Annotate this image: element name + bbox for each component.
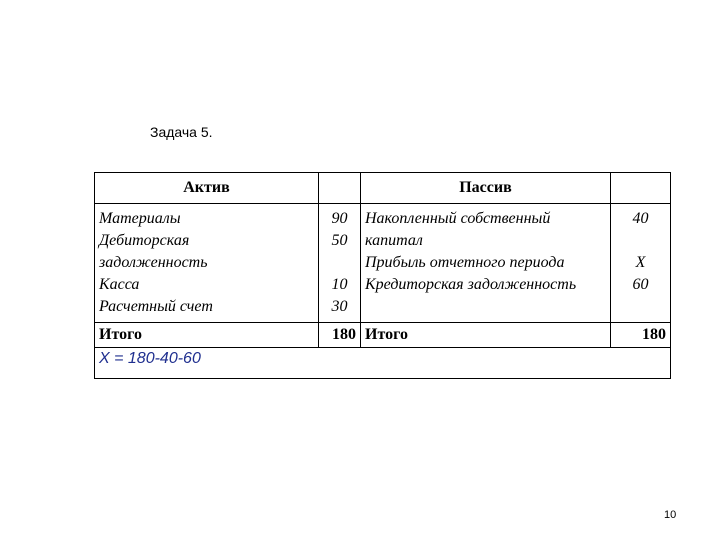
- liability-values: [611, 204, 671, 323]
- total-value-right: 180: [611, 323, 671, 348]
- formula-row: [95, 348, 671, 379]
- liability-value: 40: [632, 210, 649, 227]
- liability-item: Накопленный собственный: [365, 210, 551, 227]
- liability-item: капитал: [365, 232, 423, 249]
- asset-item: Касса: [99, 276, 140, 293]
- assets-value-header: [319, 173, 361, 204]
- asset-item: задолженность: [99, 254, 208, 271]
- asset-item: Расчетный счет: [99, 298, 213, 315]
- total-label-left: Итого: [95, 323, 319, 348]
- liabilities-header: Пассив: [361, 173, 611, 204]
- assets-header: Актив: [95, 173, 319, 204]
- liability-value: [615, 230, 666, 252]
- liability-value: X: [635, 254, 646, 271]
- task-title: Задача 5.: [150, 124, 213, 140]
- liability-item: Кредиторская задолженность: [365, 276, 577, 293]
- asset-item: Материалы: [99, 210, 181, 227]
- balance-sheet-table: [94, 172, 671, 379]
- page-number: 10: [664, 509, 677, 521]
- total-row: [95, 323, 671, 348]
- liability-items: [361, 204, 611, 323]
- liability-value: 60: [632, 276, 649, 293]
- asset-items: [95, 204, 319, 323]
- header-row: [95, 173, 671, 204]
- liabilities-value-header: [611, 173, 671, 204]
- asset-value: 10: [331, 276, 348, 293]
- items-row: [95, 204, 671, 323]
- asset-value: 90: [331, 210, 348, 227]
- asset-item: Дебиторская: [99, 232, 190, 249]
- liability-item: Прибыль отчетного периода: [365, 254, 565, 271]
- asset-values: [319, 204, 361, 323]
- formula: X = 180-40-60: [95, 348, 671, 379]
- asset-value: 50: [331, 232, 348, 249]
- asset-value: 30: [331, 298, 348, 315]
- total-label-right: Итого: [361, 323, 611, 348]
- asset-value: [323, 252, 356, 274]
- total-value-left: 180: [319, 323, 361, 348]
